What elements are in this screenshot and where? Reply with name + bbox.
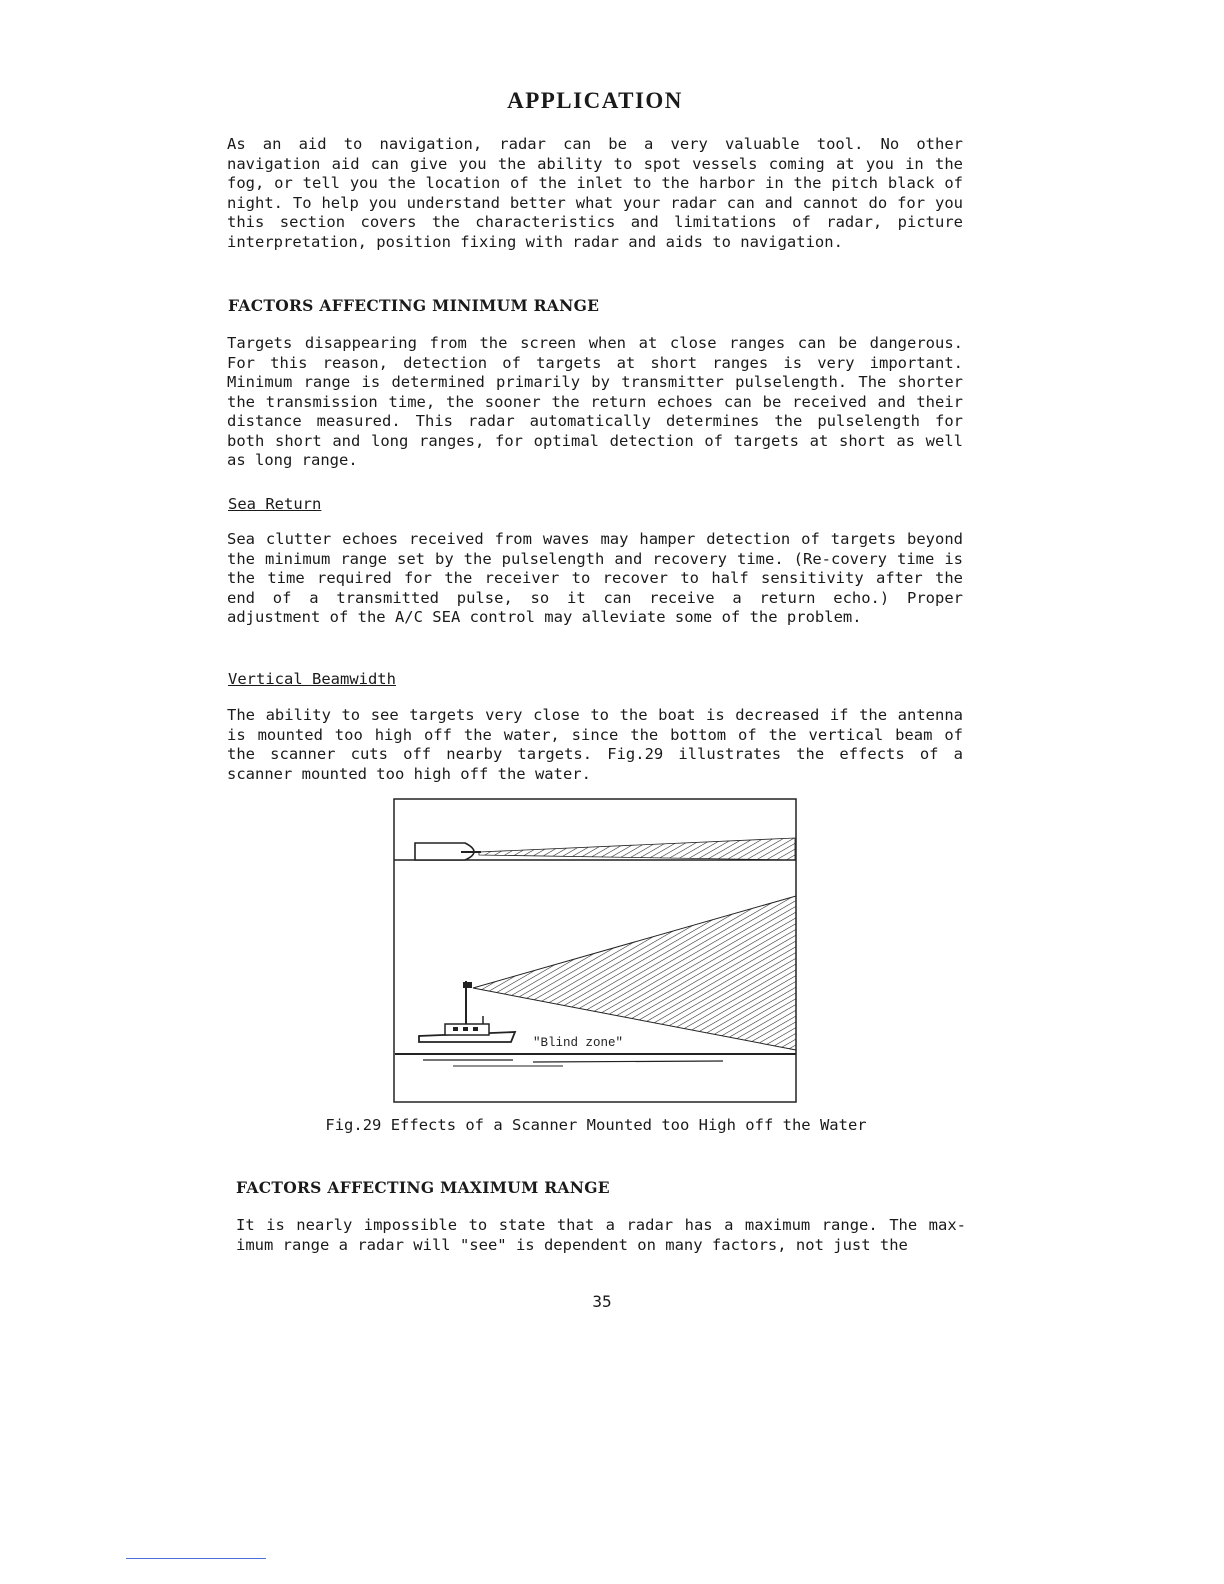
blind-zone-label: "Blind zone"	[533, 1036, 624, 1050]
figure-scanner-diagram	[393, 798, 798, 1104]
sea-return-paragraph: Sea clutter echoes received from waves may hamper detection of targets beyond the minimum range set by the pulselength and recovery time. (Re-covery time is the time required for the receiver to recover to half sensitivity after the end of a transmitted pulse, so it can receive a return echo.) Proper adjustment of the A/C SEA control may alleviate some of the problem.	[227, 530, 963, 626]
top-panel	[394, 838, 796, 860]
narrow-beam	[479, 838, 795, 860]
minimum-range-paragraph: Targets disappearing from the screen when at close ranges can be dangerous. For this reason, detection of targets at short ranges is very important. Minimum range is determined primarily by transmitter pulselength. The shorter the transmission time, the sooner the return echoes can be received and their distance measured. This radar automatically determines the pulselength for both short and long ranges, for optimal detection of targets at short as well as long range.	[227, 334, 963, 469]
figure-caption: Fig.29 Effects of a Scanner Mounted too High off the Water	[325, 1116, 867, 1134]
page-number: 35	[592, 1292, 612, 1311]
heading-sea-return: Sea Return	[228, 495, 322, 513]
bottom-panel	[395, 896, 796, 1066]
maximum-range-paragraph: It is nearly impossible to state that a radar has a maximum range. The max-imum range a radar will "see" is dependent on many factors, not just the	[236, 1216, 966, 1254]
intro-paragraph: As an aid to navigation, radar can be a very valuable tool. No other navigation aid can give you the ability to spot vessels coming at you in the fog, or tell you the location of the inlet to the harbor in the pitch black of night. To help you understand better what your radar can and cannot do for you this section covers the characteristics and limitations of radar, picture interpretation, position fixing with radar and aids to navigation.	[227, 135, 963, 251]
page-title: APPLICATION	[507, 88, 683, 113]
heading-vertical-beamwidth: Vertical Beamwidth	[228, 670, 396, 688]
vertical-beam	[473, 896, 796, 1050]
footer-rule	[126, 1558, 266, 1559]
heading-minimum-range: FACTORS AFFECTING MINIMUM RANGE	[228, 296, 600, 315]
heading-maximum-range: FACTORS AFFECTING MAXIMUM RANGE	[236, 1178, 610, 1197]
vertical-beamwidth-paragraph: The ability to see targets very close to the boat is decreased if the antenna is mounted too high off the water, since the bottom of the vertical beam of the scanner cuts off nearby targets. Fig.29 illustrates the effects of a scanner mounted too high off the water.	[227, 706, 963, 783]
